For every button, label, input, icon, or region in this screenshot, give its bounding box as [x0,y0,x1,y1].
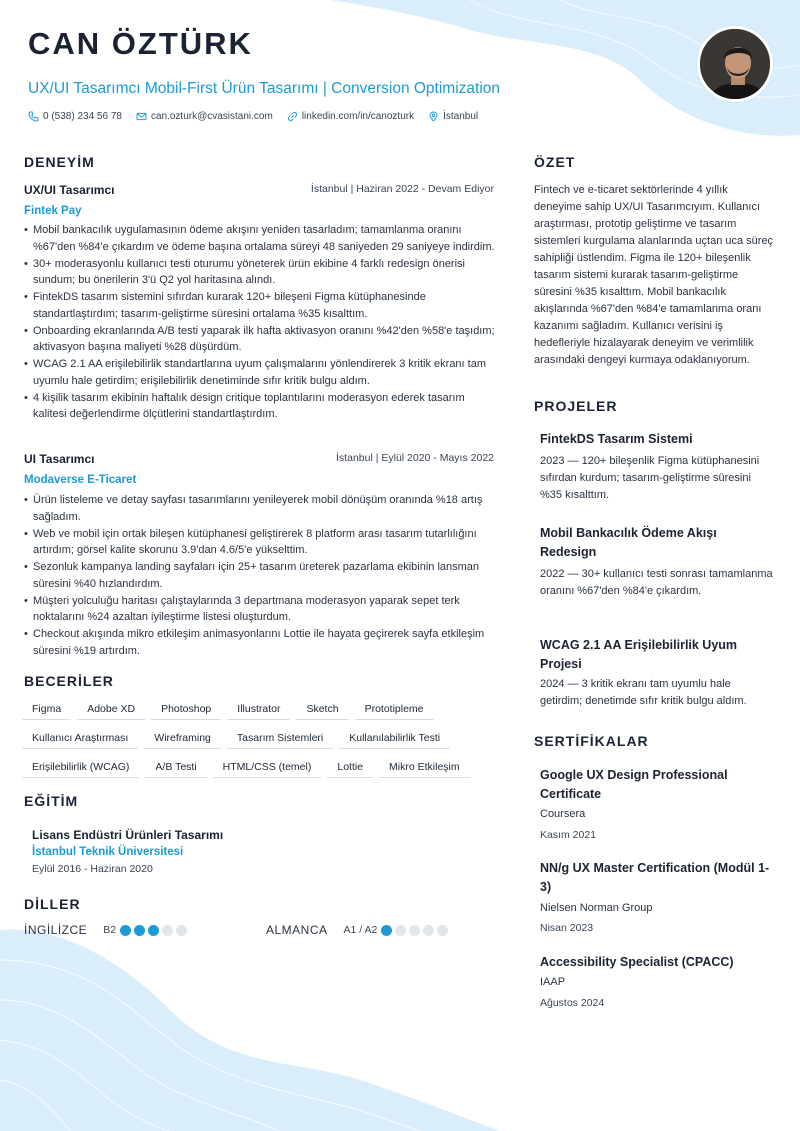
bullet-item: • Müşteri yolculuğu haritası çalıştaylarında 3 departmana moderasyon yaparak sepet terk noktalarını %24 azaltan iyileştirme listesi oluşturdum. [24,593,496,626]
location-pin-icon [428,111,439,122]
education-dates: Eylül 2016 - Haziran 2020 [32,863,153,875]
job-bullets [24,492,496,660]
skill-tag: Figma [22,700,71,720]
skill-tag: Wireframing [144,729,221,749]
language-dots [120,925,187,936]
bullet-item: • Onboarding ekranlarında A/B testi yaparak ilk hafta aktivasyon oranını %42'den %58'e taşıdım; aktivasyon başına maliyeti %28 düşürdüm. [24,323,496,356]
certificate-date: Ağustos 2024 [540,997,605,1009]
linkedin-text: linkedin.com/in/canozturk [301,111,415,122]
skill-tag: Illustrator [227,700,290,720]
contact-bar [28,111,478,122]
language-level: B2 [103,924,117,936]
bullet-item: • Ürün listeleme ve detay sayfası tasarımlarını yenileyerek mobil dönüşüm oranında %18 artış sağladım. [24,492,496,525]
contact-phone[interactable] [28,111,122,122]
bullet-item: • 30+ moderasyonlu kullanıcı testi oturumu yöneterek ürün ekibine 4 farklı redesign önerisi sundum; bu önerilerin 3'ü Q2 yol haritasına alındı. [24,256,496,289]
candidate-name: CAN ÖZTÜRK [28,26,253,61]
skill-tag: Kullanılabilirlik Testi [339,729,450,749]
language-item [266,923,448,937]
project-title: WCAG 2.1 AA Erişilebilirlik Uyum Projesi [540,638,738,671]
certificate-issuer: IAAP [540,976,566,988]
certificate-issuer: Coursera [540,808,586,820]
languages-section-title: DİLLER [24,896,81,912]
proficiency-dot-filled [120,925,131,936]
skill-row [22,729,497,749]
skill-tag: Mikro Etkileşim [379,758,470,778]
skill-tag: Kullanıcı Araştırması [22,729,138,749]
education-section-title: EĞİTİM [24,793,79,809]
certificate-title: Google UX Design Professional Certificate [540,768,728,801]
certificates-section-title: SERTİFİKALAR [534,733,649,749]
job-title: UI Tasarımcı [24,452,95,466]
skill-row [22,700,497,720]
language-name: ALMANCA [266,923,328,937]
language-level: A1 / A2 [343,924,378,936]
proficiency-dot-empty [423,925,434,936]
bullet-item: • Web ve mobil için ortak bileşen kütüphanesi geliştirerek 8 platform arası tasarım tutarlılığını artırdım; görsel kalite skorunu 3.9'dan 4.6/5'e yükselttim. [24,526,496,559]
skill-tag: Photoshop [151,700,221,720]
projects-section-title: PROJELER [534,398,618,414]
job-bullets [24,222,496,423]
language-dots [381,925,448,936]
bullet-item: • FintekDS tasarım sistemini sıfırdan kurarak 120+ bileşeni Figma kütüphanesinde standartlaştırdım; tasarım-geliştirme süresini ortalama %35 kısalttım. [24,289,496,322]
proficiency-dot-empty [395,925,406,936]
education-degree: Lisans Endüstri Ürünleri Tasarımı [32,828,224,842]
certificate-date: Nisan 2023 [540,922,594,934]
contact-location [428,111,478,122]
certificate-date: Kasım 2021 [540,829,597,841]
proficiency-dot-filled [148,925,159,936]
proficiency-dot-filled [134,925,145,936]
skill-tag: HTML/CSS (temel) [213,758,322,778]
bullet-item: • WCAG 2.1 AA erişilebilirlik standartlarına uyum çalışmalarını yönlendirerek 3 kritik ekranı tam uyumlu hale getirdim; erişilebilirlik denetiminde sıfır kritik bulgu aldım. [24,356,496,389]
summary-text: Fintech ve e-ticaret sektörlerinde 4 yıllık deneyime sahip UX/UI Tasarımcıyım. Kullanıcı araştırması, prototip geliştirme ve tasarım sistemleri kurgulama alanlarında uçtan uca süreç sahipliği üstlendim. Figma ile 120+ bileşenlik tasarım sistemi kurarak tasarım-geliştirme süresini %35 kısalttım. Mobil bankacılık akışlarında %67'den %84'e tamamlanma oranı kazanımı sağladım. Kullanıcı verisini iş hedefleriyle hizalayarak deneyim ve verimlilik arasındaki dengeyi kurmaya odaklanıyorum. [534,184,774,366]
skill-tag: Tasarım Sistemleri [227,729,333,749]
link-icon [287,111,298,122]
contact-email[interactable] [136,111,273,122]
proficiency-dot-empty [409,925,420,936]
bullet-item: • Checkout akışında mikro etkileşim animasyonlarını Lottie ile hayata geçirerek sayfa etkileşim süresini %19 artırdım. [24,626,496,659]
proficiency-dot-empty [437,925,448,936]
language-item [24,923,187,937]
headline: UX/UI Tasarımcı Mobil-First Ürün Tasarımı | Conversion Optimization [28,80,501,97]
project-description: 2022 — 30+ kullanıcı testi sonrası tamamlanma oranını %67'den %84'e çıkardım. [540,568,773,597]
skill-tag: Erişilebilirlik (WCAG) [22,758,139,778]
bullet-item: • Mobil bankacılık uygulamasının ödeme akışını yeniden tasarladım; tamamlanma oranını %67'den %84'e çıkardım ve ödeme başına ortalama süreyi 48 saniyeden 29 saniyeye indirdim. [24,222,496,255]
certificate-title: Accessibility Specialist (CPACC) [540,955,734,969]
bullet-item: • 4 kişilik tasarım ekibinin haftalık design critique toplantılarını moderasyon ederek tasarım kalitesi değerlendirme ölçütlerini standartlaştırdım. [24,390,496,423]
email-text: can.ozturk@cvasistani.com [150,111,273,122]
summary-section-title: ÖZET [534,154,576,170]
skills-section-title: BECERİLER [24,673,114,689]
job-meta: İstanbul | Haziran 2022 - Devam Ediyor [310,183,494,195]
avatar [697,26,773,102]
skill-row [22,758,497,778]
skill-tag: Prototipleme [355,700,434,720]
skill-tag: Sketch [296,700,348,720]
job-meta: İstanbul | Eylül 2020 - Mayıs 2022 [336,452,494,464]
phone-icon [28,111,39,122]
project-title: FintekDS Tasarım Sistemi [540,432,693,446]
project-description: 2024 — 3 kritik ekranı tam uyumlu hale getirdim; denetimde sıfır kritik bulgu aldım. [540,678,747,707]
skill-tag: Adobe XD [77,700,145,720]
company-name: Fintek Pay [24,205,82,217]
avatar-portrait [700,29,773,102]
language-name: İNGİLİZCE [24,923,88,937]
proficiency-dot-empty [162,925,173,936]
project-description: 2023 — 120+ bileşenlik Figma kütüphanesini sıfırdan kurdum; tasarım-geliştirme süresini %35 kısalttım. [540,455,760,501]
project-title: Mobil Bankacılık Ödeme Akışı Redesign [540,526,717,559]
skills-list [22,700,497,787]
company-name: Modaverse E-Ticaret [24,474,137,486]
phone-text: 0 (538) 234 56 78 [43,111,122,122]
education-school: İstanbul Teknik Üniversitesi [32,846,184,858]
mail-icon [136,111,147,122]
proficiency-dot-filled [381,925,392,936]
proficiency-dot-empty [176,925,187,936]
certificate-issuer: Nielsen Norman Group [540,902,653,914]
skill-tag: Lottie [327,758,373,778]
job-title: UX/UI Tasarımcı [24,183,115,197]
location-text: İstanbul [443,111,479,122]
contact-linkedin[interactable] [287,111,414,122]
bullet-item: • Sezonluk kampanya landing sayfaları için 25+ tasarım üreterek pazarlama ekibinin lansman süresini %40 hızlandırdım. [24,559,496,592]
skill-tag: A/B Testi [145,758,206,778]
experience-section-title: DENEYİM [24,154,95,170]
certificate-title: NN/g UX Master Certification (Modül 1-3) [540,861,770,894]
